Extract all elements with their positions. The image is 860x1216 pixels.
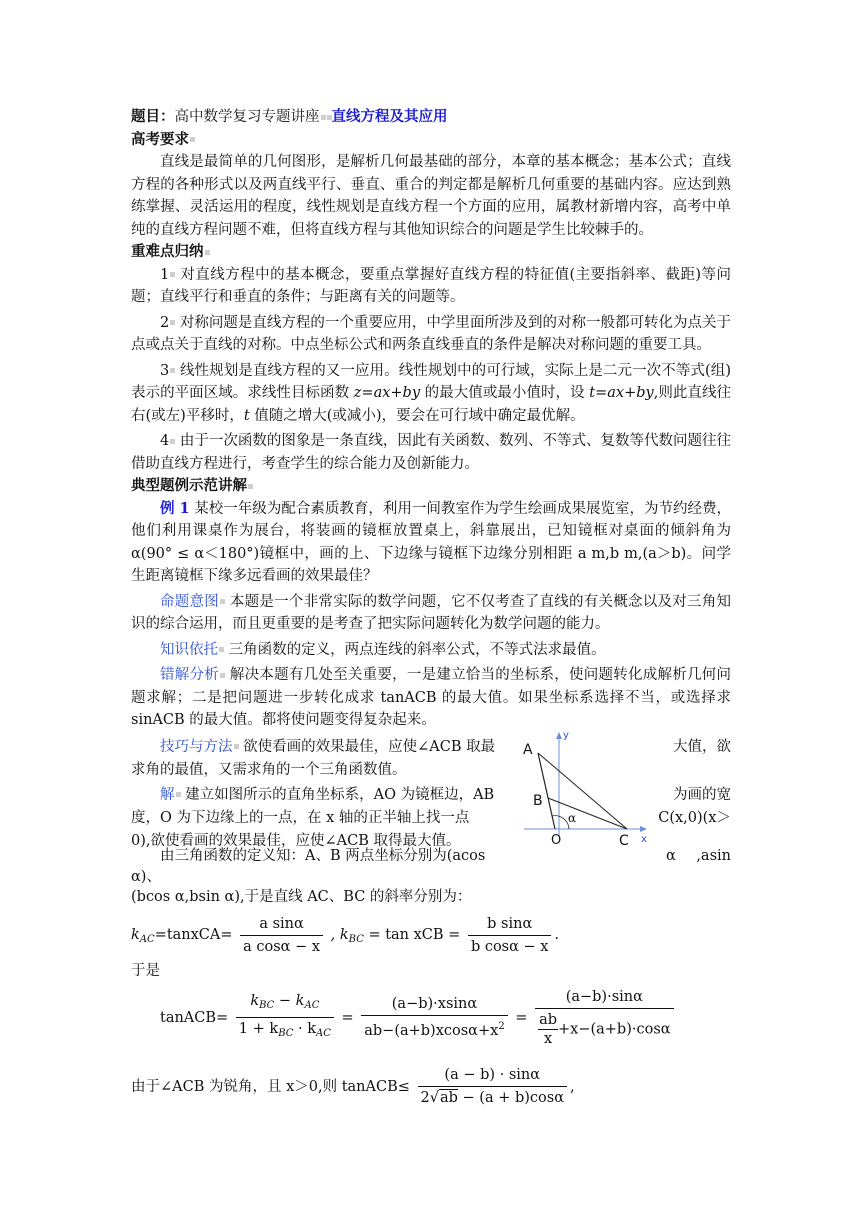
- label-mark: [220, 673, 225, 678]
- tan-formula: tanACB= $\frac{k_{BC} - k_{AC}}{1 + k_{BC} \cdot k_{AC}}$ = $\frac{(a-b)\cdot xsin\alpha}{ab-(a+b)xcos\alpha+x^2}$ = (a−b)·sinα $\frac{ab}{x}$ +x−(a+b)·cosα: [131, 983, 731, 1053]
- solution-label: 解: [160, 786, 175, 803]
- examples-heading: 典型题例示范讲解: [131, 477, 247, 494]
- f4-den-rest: − (a + b)cosα: [457, 1090, 564, 1106]
- key-point-3-number: 3: [160, 362, 170, 379]
- key-point-3-text-a: 线性规划是直线方程的又一应用。线性规划中的可行域，实际上是二元一次不等式(组)表示的平面区域。求线性目标函数: [131, 362, 732, 401]
- k-ac-subscript: AC: [139, 934, 155, 945]
- figure-label-a: A: [523, 741, 533, 758]
- title-line: [131, 106, 731, 129]
- number-mark: [170, 368, 175, 373]
- f1-den-sub1: BC: [278, 1028, 294, 1039]
- separator-mark: [321, 115, 326, 120]
- definition-text-e: (bcos α,bsin α),于是直线 AC、BC 的斜率分别为：: [131, 888, 472, 905]
- basis-label: 知识依托: [160, 641, 218, 658]
- skill-label: 技巧与方法: [160, 738, 233, 755]
- solution-text-b: 为画的宽: [673, 786, 731, 803]
- example-1: [131, 498, 731, 588]
- document-page: [131, 106, 731, 1115]
- solution-line-1: [160, 784, 494, 807]
- key-point-2-text: 对称问题是直线方程的一个重要应用，中学里面所涉及到的对称一般都可转化为点关于点或点关于直线的对称。中点坐标公式和两条直线垂直的条件是解决对称问题的重要工具。: [131, 314, 732, 353]
- key-point-3: [131, 360, 731, 428]
- frame-edge-ao: [538, 753, 555, 829]
- definition-text-c: ,asin: [696, 847, 731, 864]
- solution-text-a: 建立如图所示的直角坐标系，AO 为镜框边，AB: [185, 786, 495, 803]
- basis-paragraph: [131, 639, 731, 662]
- figure-label-y: y: [563, 729, 569, 741]
- number-mark: [170, 439, 175, 444]
- coordinate-figure: [519, 728, 649, 846]
- substitution: t=ax+by: [589, 385, 654, 401]
- f3-inner-num: ab: [539, 1011, 557, 1028]
- k-symbol: k: [131, 927, 140, 943]
- definition-section: [131, 842, 731, 886]
- key-heading-line: [131, 241, 731, 264]
- f1-sub2: AC: [304, 1000, 320, 1011]
- figure-label-c: C: [619, 832, 629, 846]
- figure-label-b: B: [533, 792, 543, 809]
- line-ac: [538, 753, 627, 829]
- label-mark: [176, 792, 181, 797]
- intent-text: 本题是一个非常实际的数学问题，它不仅考查了直线的有关概念以及对三角知识的综合运用，而且更重要的是考查了把实际问题转化为数学问题的能力。: [131, 593, 732, 632]
- f3-numerator: (a−b)·sinα: [535, 988, 674, 1009]
- tan-fraction-2: [361, 995, 507, 1040]
- definition-text-a: 由三角函数的定义知：A、B 两点坐标分别为(acos: [160, 847, 486, 864]
- f2-numerator: (a−b)·xsinα: [361, 995, 507, 1016]
- error-label: 错解分析: [160, 667, 219, 683]
- f3-inner-den: x: [543, 1030, 553, 1047]
- heading-mark: [190, 137, 195, 142]
- figure-label-alpha: α: [568, 810, 577, 825]
- then-text: 于是: [131, 963, 160, 979]
- figure-section: [131, 729, 731, 849]
- k-bc-subscript: BC: [348, 934, 364, 945]
- f1-sub1: BC: [259, 1000, 275, 1011]
- tan-fraction-1-denominator: [236, 1018, 334, 1043]
- key-point-4-text: 由于一次函数的图象是一条直线，因此有关函数、数列、不等式、复数等代数问题往往借助直线方程进行，考查学生的综合能力及创新能力。: [131, 433, 732, 472]
- k-bc-period: .: [554, 927, 560, 943]
- skill-text-a: 欲使看画的效果最佳，应使∠ACB 取最: [243, 738, 496, 755]
- definition-alpha: α: [666, 847, 676, 864]
- f4-two: 2: [420, 1090, 430, 1106]
- intent-label: 命题意图: [160, 593, 219, 610]
- k-bc-denominator: b cosα − x: [470, 938, 549, 955]
- key-point-3-text-b: 的最大值或最小值时，设: [420, 385, 590, 401]
- f2-square: 2: [498, 1021, 505, 1032]
- f4-sqrt: ab: [439, 1090, 458, 1106]
- final-text: 由于∠ACB 为锐角，且 x＞0,则 tanACB≤: [131, 1078, 410, 1095]
- label-mark: [234, 744, 239, 749]
- number-mark: [170, 272, 175, 277]
- final-comma: ,: [569, 1078, 575, 1095]
- objective-function: z=ax+by: [353, 385, 421, 401]
- k-bc-equals: = tan xCB =: [363, 927, 465, 943]
- k-bc-numerator: b sinα: [468, 915, 552, 936]
- variable-t: t: [243, 407, 250, 424]
- f4-numerator: (a − b) · sinα: [418, 1066, 567, 1087]
- f1-den-sub2: AC: [316, 1028, 331, 1039]
- example-label: 例 1: [160, 499, 190, 517]
- requirements-text: 直线是最简单的几何图形，是解析几何最基础的部分，本章的基本概念；基本公式；直线方程的各种形式以及两直线平行、垂直、重合的判定都是解析几何重要的基础内容。应达到熟练掌握、灵活运用的程度，线性规划是直线方程一个方面的应用，属教材新增内容，高考中单纯的直线方程问题不难，但将直线方程与其他知识综合的问题是学生比较棘手的。: [131, 154, 731, 238]
- f3-denominator: [535, 1009, 674, 1048]
- tan-fraction-3: [535, 988, 674, 1048]
- f1-den-b: · k: [293, 1021, 316, 1037]
- key-point-1: [131, 264, 731, 309]
- f2-denominator-wrap: [361, 1016, 507, 1040]
- k-bc-symbol: , k: [330, 927, 349, 943]
- basis-text: 三角函数的定义，两点连线的斜率公式，不等式法求最值。: [228, 641, 606, 658]
- key-point-4: [131, 430, 731, 475]
- definition-text-d: α)、: [131, 868, 161, 885]
- label-mark: [220, 599, 225, 604]
- f1-k1: k: [250, 993, 260, 1009]
- k-ac-numerator: a sinα: [240, 915, 323, 936]
- tan-fraction-1: [236, 992, 334, 1043]
- k-ac-denominator: a cosα − x: [243, 938, 321, 955]
- key-point-1-number: 1: [160, 266, 170, 283]
- key-point-3-text-d: 值随之增大(或减小)，要会在可行域中确定最优解。: [249, 407, 585, 424]
- heading-mark: [248, 484, 253, 489]
- label-mark: [219, 647, 224, 652]
- example-text: 某校一年级为配合素质教育，利用一间教室作为学生绘画成果展览室，为节约经费，他们利用课桌作为展台，将装画的镜框放置桌上，斜靠展出，已知镜框对桌面的倾斜角为 α(90° ≤ α＜180°)镜框中，画的上、下边缘与镜框下边缘分别相距 a m,b m,(a＞b)。问学生距离镜框下缘多远看画的效果最佳？: [131, 500, 732, 584]
- requirements-heading-line: [131, 129, 731, 152]
- intent-paragraph: [131, 591, 731, 636]
- solution-text-d: C(x,0)(x＞: [658, 809, 731, 826]
- solution-text-c: 度，O 为下边缘上的一点，在 x 轴的正半轴上找一点: [131, 809, 470, 826]
- final-inequality: [131, 1059, 731, 1115]
- number-mark: [170, 320, 175, 325]
- title-topic: 直线方程及其应用: [331, 108, 448, 125]
- f2-denominator: ab−(a+b)xcosα+x: [364, 1023, 499, 1039]
- solution-text-e: 0),欲使看画的效果最佳，应使∠ACB 取得最大值。: [131, 832, 461, 849]
- heading-mark: [205, 250, 210, 255]
- y-axis-arrow: [556, 732, 562, 739]
- error-paragraph: [131, 664, 731, 732]
- figure-label-x: x: [641, 833, 647, 845]
- k-bc-fraction: [468, 915, 552, 956]
- f3-inner-fraction: [538, 1011, 558, 1048]
- requirements-heading: 高考要求: [131, 130, 189, 148]
- key-point-2: [131, 312, 731, 357]
- skill-text-b: 大值，欲: [673, 738, 731, 755]
- key-points-heading: 重难点归纳: [131, 243, 204, 260]
- k-ac-fraction: [240, 915, 323, 956]
- skill-text-c: 求角的最值，又需求角的一个三角函数值。: [131, 761, 407, 778]
- slope-formula: [131, 910, 731, 960]
- key-point-1-text: 对直线方程中的基本概念，要重点掌握好直线方程的特征值(主要指斜率、截距)等问题；直线平行和垂直的条件；与距离有关的问题等。: [131, 266, 732, 305]
- figure-label-o: O: [551, 832, 562, 846]
- key-point-2-number: 2: [160, 314, 170, 331]
- line-bc: [548, 798, 627, 829]
- f4-denominator: 2√ab − (a + b)cosα: [420, 1090, 564, 1106]
- f1-k2: − k: [274, 993, 305, 1009]
- key-point-3-text-c: ,则此直线往右(或左)平移时，: [131, 385, 732, 424]
- x-axis-arrow: [640, 826, 647, 832]
- title-series: 高中数学复习专题讲座: [174, 109, 320, 125]
- title-label: 题目：: [131, 108, 175, 125]
- f1-den-a: 1 + k: [238, 1021, 279, 1037]
- k-ac-equals: =tanxCA=: [154, 927, 233, 943]
- final-fraction: [418, 1066, 567, 1107]
- key-point-4-number: 4: [160, 433, 170, 449]
- tan-left: tanACB=: [160, 1009, 229, 1026]
- error-text: 解决本题有几处至关重要，一是建立恰当的坐标系，使问题转化成解析几何问题求解；二是把问题进一步转化成求 tanACB 的最大值。如果坐标系选择不当，或选择求 sinACB 的最大值。都将使问题变得复杂起来。: [131, 667, 732, 728]
- tan-fraction-1-numerator: [236, 992, 334, 1018]
- f3-den-rest: +x−(a+b)·cosα: [558, 1021, 671, 1037]
- skill-line-1: [160, 736, 495, 759]
- examples-heading-line: [131, 475, 731, 498]
